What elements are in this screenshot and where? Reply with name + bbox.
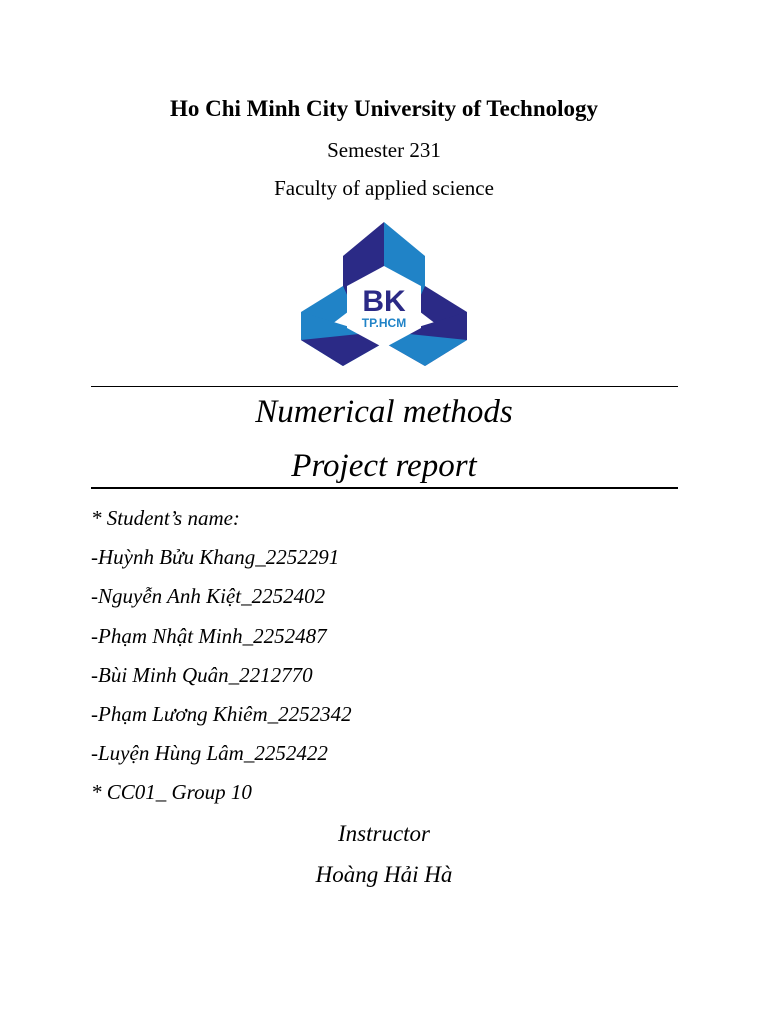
logo-text-main: BK (362, 285, 406, 318)
student-item: -Bùi Minh Quân_2212770 (91, 662, 313, 687)
university-logo (289, 216, 479, 376)
title-top-rule (91, 386, 678, 387)
instructor-name: Hoàng Hải Hà (315, 862, 453, 887)
title-bottom-rule (91, 487, 678, 489)
instructor-label: Instructor (338, 821, 430, 846)
student-list (91, 504, 352, 818)
group-label: * CC01_ Group 10 (91, 780, 252, 805)
student-item: -Phạm Lương Khiêm_2252342 (91, 701, 352, 726)
students-heading: * Student’s name: (91, 506, 240, 530)
university-name: Ho Chi Minh City University of Technology (169, 96, 599, 121)
logo-text-sub: TP.HCM (361, 316, 407, 330)
report-title: Project report (291, 448, 477, 484)
student-item: -Phạm Nhật Minh_2252487 (91, 623, 327, 648)
course-title: Numerical methods (255, 394, 513, 430)
student-item: -Nguyễn Anh Kiệt_2252402 (91, 584, 326, 609)
student-item: -Luyện Hùng Lâm_2252422 (91, 741, 328, 766)
semester-label: Semester 231 (327, 138, 441, 162)
student-item: -Huỳnh Bửu Khang_2252291 (91, 545, 340, 570)
faculty-label: Faculty of applied science (274, 176, 494, 200)
